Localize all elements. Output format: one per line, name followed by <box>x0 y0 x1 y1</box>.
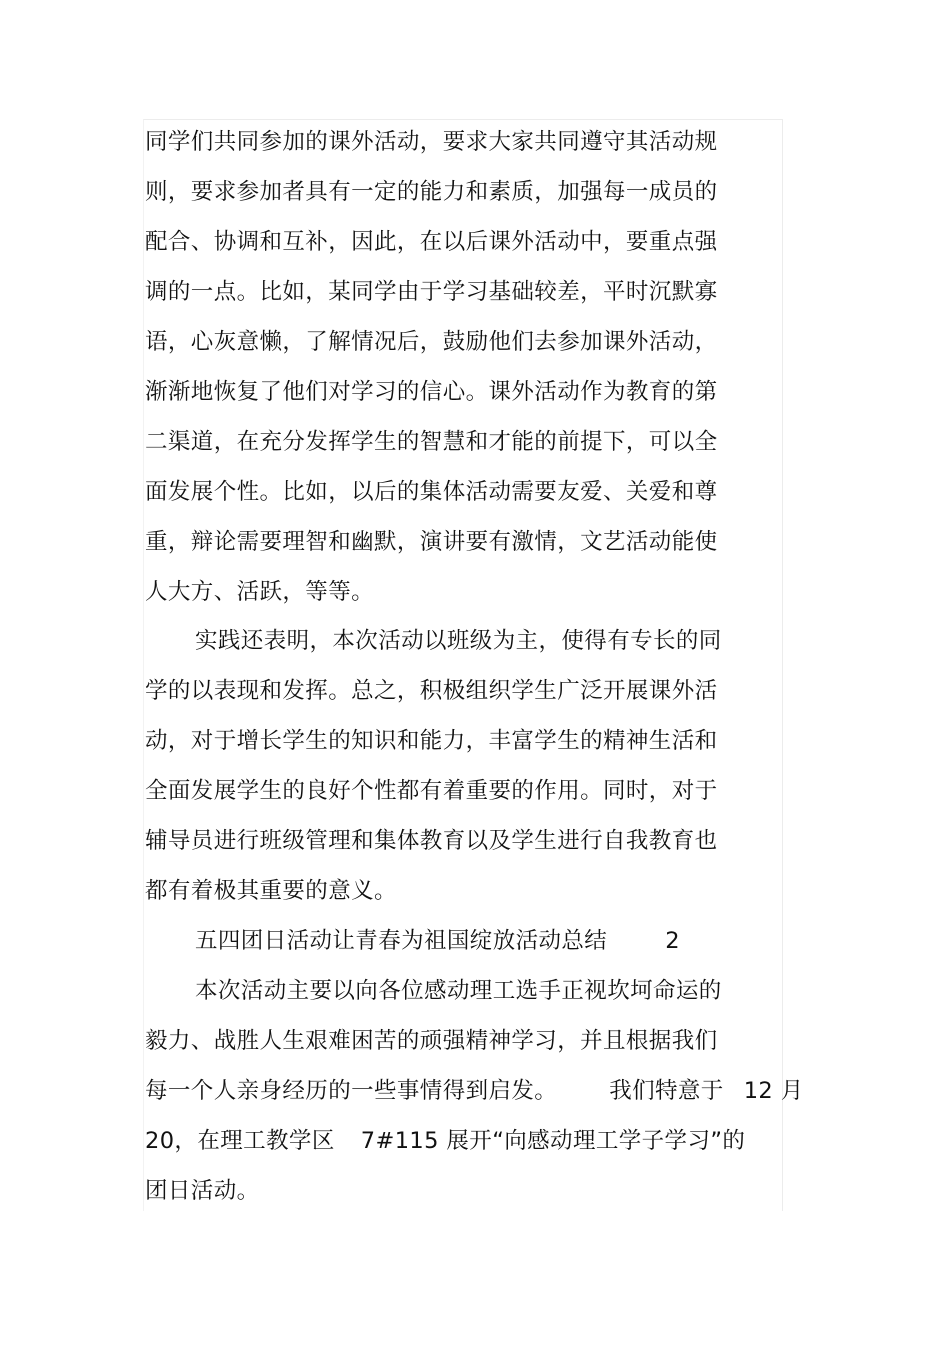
text-line-15: 辅导员进行班级管理和集体教育以及学生进行自我教育也 <box>145 828 718 854</box>
text-line-18: 本次活动主要以向各位感动理工选手正视坎坷命运的 <box>195 978 722 1004</box>
text-line-16: 都有着极其重要的意义。 <box>145 878 397 904</box>
section-heading-number: 2 <box>665 928 680 954</box>
text-line-3: 配合、协调和互补，因此，在以后课外活动中，要重点强 <box>145 229 718 255</box>
text-line-8: 面发展个性。比如，以后的集体活动需要友爱、关爱和尊 <box>145 479 718 505</box>
text-line-5: 语，心灰意懒，了解情况后，鼓励他们去参加课外活动， <box>145 329 718 355</box>
section-heading <box>195 916 680 966</box>
text-line-1: 同学们共同参加的课外活动，要求大家共同遵守其活动规 <box>145 129 718 155</box>
text-line-13: 动，对于增长学生的知识和能力，丰富学生的精神生活和 <box>145 728 718 754</box>
section-heading-text: 五四团日活动让青春为祖国绽放活动总结 <box>195 928 608 954</box>
text-line-11: 实践还表明，本次活动以班级为主，使得有专长的同 <box>195 628 722 654</box>
text-segment: 12 月 <box>743 1078 804 1104</box>
text-segment: 7#115 展开“向感动理工学子学习”的 <box>360 1128 746 1154</box>
text-segment: 每一个人亲身经历的一些事情得到启发。 <box>145 1078 558 1104</box>
text-line-6: 渐渐地恢复了他们对学习的信心。课外活动作为教育的第 <box>145 379 718 405</box>
text-segment: 我们特意于 <box>609 1078 724 1104</box>
text-line-4: 调的一点。比如，某同学由于学习基础较差，平时沉默寡 <box>145 279 718 305</box>
text-line-7: 二渠道，在充分发挥学生的智慧和才能的前提下，可以全 <box>145 429 718 455</box>
text-line-9: 重，辩论需要理智和幽默，演讲要有激情，文艺活动能使 <box>145 529 718 555</box>
text-line-12: 学的以表现和发挥。总之，积极组织学生广泛开展课外活 <box>145 678 718 704</box>
text-line-14: 全面发展学生的良好个性都有着重要的作用。同时，对于 <box>145 778 718 804</box>
text-line-2: 则，要求参加者具有一定的能力和素质，加强每一成员的 <box>145 179 718 205</box>
text-line-10: 人大方、活跃，等等。 <box>145 579 375 605</box>
text-line-20 <box>145 1066 804 1116</box>
text-segment: 20，在理工教学区 <box>145 1128 335 1154</box>
text-line-19: 毅力、战胜人生艰难困苦的顽强精神学习，并且根据我们 <box>145 1028 718 1054</box>
text-line-21 <box>145 1116 745 1166</box>
text-line-22: 团日活动。 <box>145 1178 260 1204</box>
